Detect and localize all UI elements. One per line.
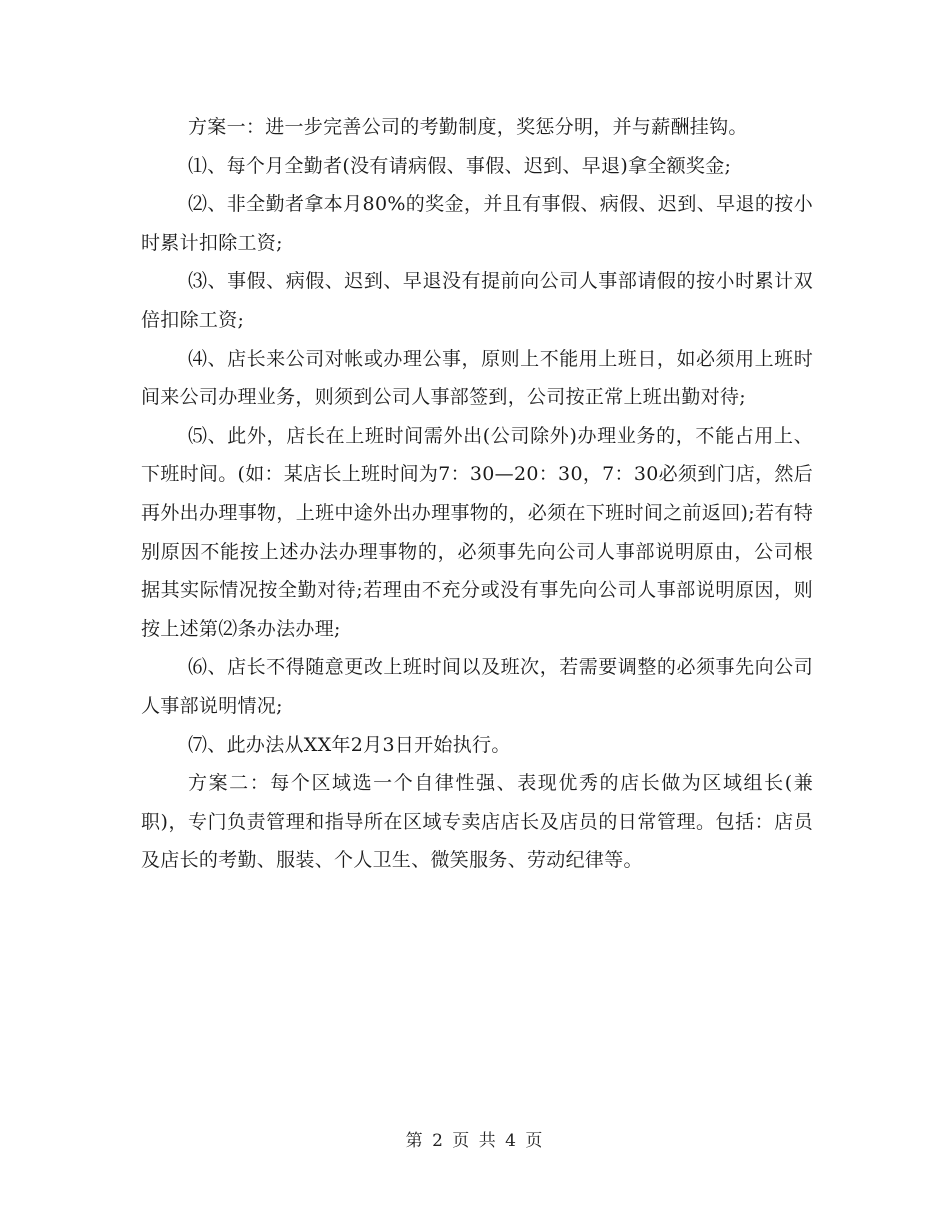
paragraph-item-3: ⑶、事假、病假、迟到、早退没有提前向公司人事部请假的按小时累计双倍扣除工资; — [141, 270, 813, 331]
paragraph-item-7: ⑺、此办法从XX年2月3日开始执行。 — [188, 733, 511, 756]
paragraph-item-5: ⑸、此外，店长在上班时间需外出(公司除外)办理业务的，不能占用上、下班时间。(如：某店长上班时间为7：30—20：30，7：30必须到门店，然后再外出办理事物，上班中途外出办理事物的，必须在下班时间之前返回);若有特别原因不能按上述办法办理事物的，必须事先向公司人事部说明原由，公司根据其实际情况按全勤对待;若理由不充分或没有事先向公司人事部说明原因，则按上述第⑵条办法办理; — [141, 424, 813, 640]
paragraph-item-2: ⑵、非全勤者拿本月80%的奖金，并且有事假、病假、迟到、早退的按小时累计扣除工资; — [141, 193, 813, 254]
document-body — [141, 108, 813, 880]
paragraph-plan-two: 方案二：每个区域选一个自律性强、表现优秀的店长做为区域组长(兼职)，专门负责管理和指导所在区域专卖店店长及店员的日常管理。包括：店员及店长的考勤、服装、个人卫生、微笑服务、劳动纪律等。 — [141, 772, 813, 872]
paragraph-item-4: ⑷、店长来公司对帐或办理公事，原则上不能用上班日，如必须用上班时间来公司办理业务，则须到公司人事部签到，公司按正常上班出勤对待; — [141, 347, 813, 409]
page-number-footer: 第 2 页 共 4 页 — [405, 1131, 545, 1151]
paragraph-item-1: ⑴、每个月全勤者(没有请病假、事假、迟到、早退)拿全额奖金; — [188, 154, 732, 177]
paragraph-item-6: ⑹、店长不得随意更改上班时间以及班次，若需要调整的必须事先向公司人事部说明情况; — [141, 656, 813, 717]
paragraph-plan-one: 方案一：进一步完善公司的考勤制度，奖惩分明，并与薪酬挂钩。 — [188, 116, 748, 138]
